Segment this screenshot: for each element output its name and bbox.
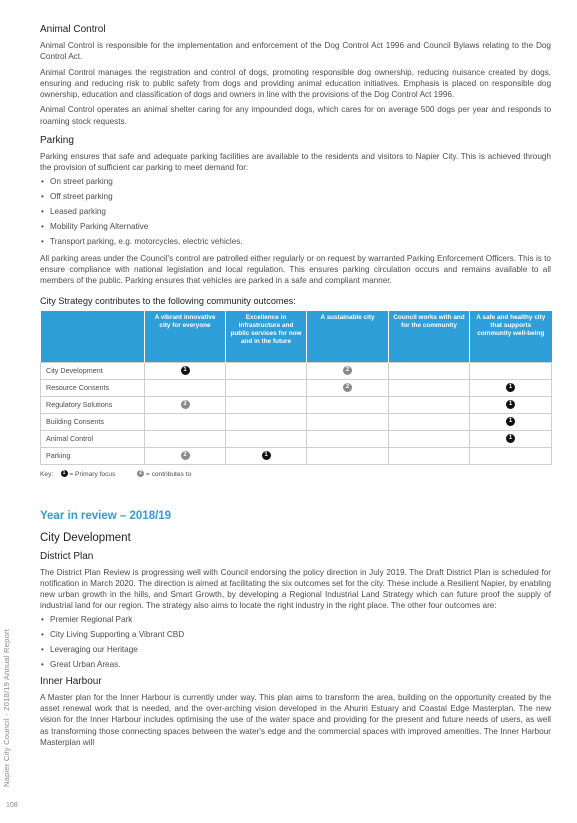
- district-plan-list: [40, 612, 551, 672]
- focus-marker-icon: 2: [181, 400, 190, 409]
- inner-harbour-heading: Inner Harbour: [40, 675, 102, 687]
- table-cell: [145, 447, 226, 464]
- table-row: [41, 430, 552, 447]
- table-cell: [226, 362, 307, 379]
- column-header: A safe and healthy city that supports community well-being: [470, 311, 552, 363]
- table-cell: [145, 362, 226, 379]
- table-cell: [389, 430, 470, 447]
- animal-control-paragraph-2: Animal Control manages the registration and control of dogs, promoting responsible dog ownership, reducing nuisance created by dogs, ensuring and reducing risk to public safety from dogs and providing animal education initiatives. Emphasis is placed on responsible dog ownership, education and classification of dogs and owners in line with the provisions of the Dog Control Act 1996.: [40, 67, 551, 100]
- table-cell: [226, 379, 307, 396]
- year-review-section: [40, 509, 551, 749]
- parking-list: [40, 174, 551, 249]
- list-item: • Transport parking, e.g. motorcycles, electric vehicles.: [40, 234, 551, 249]
- column-header: A sustainable city: [307, 311, 389, 363]
- focus-marker-icon: 1: [506, 434, 515, 443]
- table-row: [41, 413, 552, 430]
- table-row: [41, 447, 552, 464]
- table-cell: [226, 447, 307, 464]
- list-item: • Premier Regional Park: [40, 612, 551, 627]
- list-item: • Mobility Parking Alternative: [40, 219, 551, 234]
- table-cell: [470, 396, 552, 413]
- table-row: [41, 396, 552, 413]
- row-label: Parking: [41, 447, 145, 464]
- parking-section: [40, 135, 551, 286]
- table-cell: [389, 447, 470, 464]
- list-item: • Off street parking: [40, 189, 551, 204]
- focus-marker-icon: 1: [506, 400, 515, 409]
- list-item: • Leveraging our Heritage: [40, 642, 551, 657]
- animal-control-paragraph-3: Animal Control operates an animal shelter caring for any impounded dogs, which cares for on average 500 dogs per year and responds to roaming stock requests.: [40, 105, 551, 126]
- key-contrib-text: = contributes to: [145, 470, 192, 478]
- table-cell: [470, 447, 552, 464]
- list-item: • City Living Supporting a Vibrant CBD: [40, 627, 551, 642]
- table-cell: [226, 396, 307, 413]
- column-header: Excellence in infrastructure and public services for now and in the future: [226, 311, 307, 363]
- parking-intro: Parking ensures that safe and adequate parking facilities are available to the residents and visitors to Napier City. This is achieved through the provision of sufficient car parking to meet demand for:: [40, 152, 551, 173]
- report-side-label: Napier City Council - 2018/19 Annual Report: [2, 628, 11, 787]
- table-row: [41, 362, 552, 379]
- focus-marker-icon: 1: [181, 366, 190, 375]
- inner-harbour-paragraph: A Master plan for the Inner Harbour is currently under way. This plan aims to transform the area, building on the opportunity created by the asset renewal work that is needed, and the over-arching vision developed in the Ahuriri Estuary and Coastal Edge Masterplan. The new vision for the Inner Harbour includes optimising the use of the water space and providing for the present and future needs of users, as well as transforming those connecting spaces between the water's edge and the commercial spaces with improved amenities. The Inner Harbour Masterplan will: [40, 692, 551, 747]
- table-cell: [470, 362, 552, 379]
- table-cell: [226, 413, 307, 430]
- outcomes-table-title: City Strategy contributes to the following community outcomes:: [40, 295, 296, 306]
- table-cell: [470, 379, 552, 396]
- key-primary-text: = Primary focus: [69, 470, 116, 478]
- city-development-heading: City Development: [40, 531, 131, 544]
- table-cell: [307, 430, 389, 447]
- district-plan-heading: District Plan: [40, 550, 94, 562]
- focus-marker-icon: 2: [343, 383, 352, 392]
- outcomes-table-body: [41, 362, 552, 464]
- table-cell: [389, 396, 470, 413]
- page-number: 108: [6, 802, 18, 809]
- column-header: A vibrant innovative city for everyone: [145, 311, 226, 363]
- row-label: Building Consents: [41, 413, 145, 430]
- table-cell: [470, 430, 552, 447]
- column-header: Council works with and for the community: [389, 311, 470, 363]
- parking-closing: All parking areas under the Council's control are patrolled either regularly or on request by warranted Parking Enforcement Officers. This is to ensure compliance with national legislation and local regulation. This ensures parking circulation occurs and remains available to all members of the public. Parking ensures that vehicles are parked in a safe and compliant manner.: [40, 253, 551, 286]
- outcomes-table-section: [40, 295, 551, 479]
- row-label: Resource Consents: [41, 379, 145, 396]
- primary-focus-marker-icon: 1: [61, 470, 68, 477]
- table-cell: [226, 430, 307, 447]
- table-cell: [389, 413, 470, 430]
- focus-marker-icon: 1: [506, 383, 515, 392]
- table-cell: [145, 430, 226, 447]
- outcomes-table: [40, 311, 552, 465]
- row-label: Regulatory Solutions: [41, 396, 145, 413]
- parking-heading: Parking: [40, 135, 74, 147]
- table-key: [40, 470, 551, 479]
- row-label: Animal Control: [41, 430, 145, 447]
- district-plan-paragraph: The District Plan Review is progressing well with Council endorsing the policy direction in July 2019. The Draft District Plan is scheduled for notification in March 2020. The direction is aimed at facilitating the six outcomes set for the city. These include a Resilient Napier, by enabling new urban growth in the hills, and Smart Growth, by developing a Regional Industrial Land Strategy which can future proof the supply of industrial land for our region. The strategy also aims to locate the right industry in the right place. The other four outcomes are:: [40, 567, 551, 611]
- list-item: • On street parking: [40, 174, 551, 189]
- column-header: [41, 311, 145, 363]
- focus-marker-icon: 1: [506, 417, 515, 426]
- row-label: City Development: [41, 362, 145, 379]
- table-cell: [145, 379, 226, 396]
- table-cell: [389, 362, 470, 379]
- table-cell: [389, 379, 470, 396]
- table-cell: [307, 379, 389, 396]
- table-cell: [307, 362, 389, 379]
- table-cell: [145, 413, 226, 430]
- year-review-heading: Year in review – 2018/19: [40, 509, 172, 522]
- animal-control-paragraph-1: Animal Control is responsible for the implementation and enforcement of the Dog Control Act 1996 and Council Bylaws relating to the Dog Control Act.: [40, 41, 551, 62]
- list-item: • Great Urban Areas.: [40, 657, 551, 672]
- animal-control-section: [40, 24, 551, 127]
- table-row: [41, 379, 552, 396]
- key-label: Key:: [40, 470, 54, 478]
- animal-control-heading: Animal Control: [40, 24, 106, 35]
- table-header-row: [41, 311, 552, 363]
- contributes-marker-icon: 2: [137, 470, 144, 477]
- table-cell: [307, 413, 389, 430]
- table-cell: [145, 396, 226, 413]
- page-content: [40, 24, 551, 748]
- focus-marker-icon: 1: [262, 451, 271, 460]
- table-cell: [307, 447, 389, 464]
- list-item: • Leased parking: [40, 204, 551, 219]
- table-cell: [470, 413, 552, 430]
- focus-marker-icon: 2: [181, 451, 190, 460]
- focus-marker-icon: 2: [343, 366, 352, 375]
- table-cell: [307, 396, 389, 413]
